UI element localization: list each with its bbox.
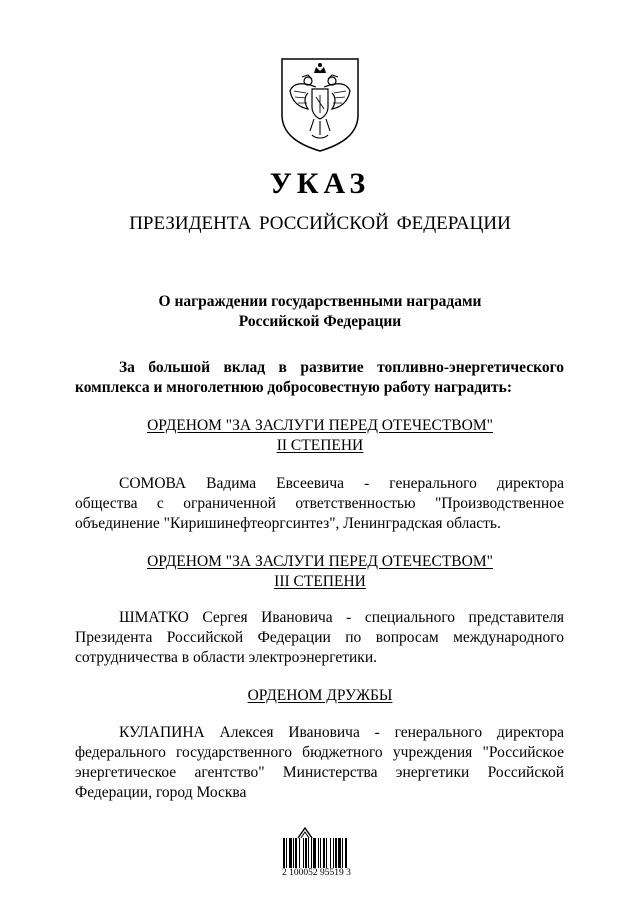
- award-title-line: ОРДЕНОМ "ЗА ЗАСЛУГИ ПЕРЕД ОТЕЧЕСТВОМ": [147, 417, 493, 434]
- barcode-bar: [313, 838, 316, 868]
- award-title-3: [0, 686, 640, 706]
- barcode: [282, 826, 378, 880]
- recipient-line: энергетическое агентство" Министерства энергетики Российской: [75, 764, 564, 781]
- barcode-bar: [299, 838, 300, 868]
- barcode-bar: [286, 838, 287, 868]
- recipient-line: Президента Российской Федерации по вопросам международного: [75, 629, 564, 646]
- recipient-1: [75, 474, 564, 534]
- barcode-bar: [308, 838, 309, 868]
- barcode-bar: [335, 838, 337, 868]
- award-title-line: III СТЕПЕНИ: [274, 573, 366, 590]
- preamble-line: За большой вклад в развитие топливно-энергетического: [119, 359, 564, 376]
- recipient-line: сотрудничества в области электроэнергетики.: [75, 649, 377, 666]
- barcode-bar: [318, 838, 319, 868]
- recipient-line: ШМАТКО Сергея Ивановича - специального представителя: [119, 609, 564, 626]
- recipient-line: КУЛАПИНА Алексея Ивановича - генерального директора: [119, 724, 564, 741]
- barcode-bar: [320, 838, 321, 868]
- barcode-bar: [345, 838, 347, 868]
- barcode-bar: [293, 838, 294, 868]
- recipient-line: объединение "Киришинефтеоргсинтез", Ленинградская область.: [75, 515, 501, 532]
- barcode-bar: [303, 838, 304, 868]
- document-subtitle: ПРЕЗИДЕНТА РОССИЙСКОЙ ФЕДЕРАЦИИ: [129, 213, 511, 234]
- recipient-line: общества с ограниченной ответственностью "Производственное: [75, 495, 564, 512]
- decree-name-line: Российской Федерации: [238, 313, 402, 330]
- barcode-bar: [326, 838, 327, 868]
- recipient-2: [75, 608, 564, 668]
- barcode-bar: [338, 838, 341, 868]
- barcode-bar: [333, 838, 334, 868]
- decree-name-line: О награждении государственными наградами: [158, 293, 482, 310]
- barcode-bar: [305, 838, 307, 868]
- barcode-bar: [283, 838, 285, 868]
- barcode-bar: [311, 838, 312, 868]
- award-title-1: [0, 416, 640, 456]
- preamble-line: комплекса и многолетнюю добросовестную работу наградить:: [75, 379, 513, 396]
- recipient-line: федерального государственного бюджетного учреждения "Российское: [75, 744, 564, 761]
- award-title-line: ОРДЕНОМ ДРУЖБЫ: [247, 687, 393, 704]
- award-title-line: II СТЕПЕНИ: [276, 437, 364, 454]
- award-title-2: [0, 552, 640, 592]
- recipient-line: СОМОВА Вадима Евсеевича - генерального директора: [119, 475, 564, 492]
- barcode-bar: [289, 838, 292, 868]
- recipient-line: Федерации, город Москва: [75, 784, 247, 801]
- coat-of-arms-icon: [278, 57, 362, 153]
- barcode-bars: [282, 838, 376, 868]
- recipient-3: [75, 723, 564, 803]
- preamble: [75, 358, 564, 398]
- document-title: УКАЗ: [269, 167, 371, 200]
- award-title-line: ОРДЕНОМ "ЗА ЗАСЛУГИ ПЕРЕД ОТЕЧЕСТВОМ": [147, 553, 493, 570]
- barcode-text: 2 100052 95519 3: [282, 868, 351, 878]
- barcode-bar: [330, 838, 331, 868]
- barcode-bar: [323, 838, 325, 868]
- decree-name: [0, 292, 640, 332]
- barcode-bar: [342, 838, 343, 868]
- barcode-bar: [295, 838, 297, 868]
